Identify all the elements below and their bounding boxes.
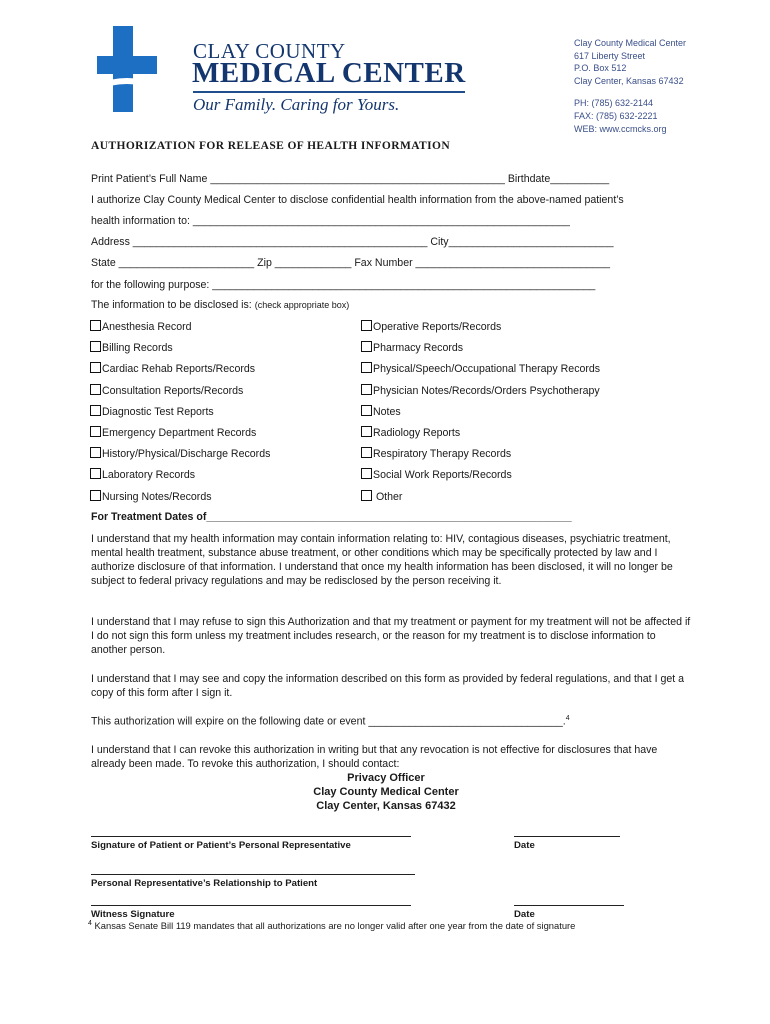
logo-tagline: Our Family. Caring for Yours.	[193, 95, 400, 114]
witness-signature-label: Witness Signature	[91, 909, 175, 920]
footnote-ref: 4	[565, 715, 570, 722]
disclosure-label-text: The information to be disclosed is:	[91, 299, 252, 311]
address-line: 617 Liberty Street	[574, 50, 646, 61]
address-line: Clay County Medical Center	[574, 38, 687, 48]
recipient-field[interactable]: health information to: ________________________________________________________________	[91, 215, 570, 227]
checkbox-icon[interactable]	[90, 490, 101, 501]
patient-name-field[interactable]: Print Patient’s Full Name __________________________________________________ Birthdate__________	[91, 173, 610, 185]
phone-line: PH: (785) 632-2144	[574, 98, 654, 109]
logo-cross-icon	[97, 26, 157, 112]
checkbox-icon[interactable]	[361, 447, 372, 458]
checkbox-physician-notes[interactable]	[361, 384, 600, 397]
paragraph-revoke: I understand that I can revoke this authorization in writing but that any revocation is not effective for disclosures that have already been made. To revoke this authorization, I should contact:	[91, 744, 658, 770]
checkbox-label: Respiratory Therapy Records	[373, 448, 512, 460]
checkbox-label: Other	[373, 491, 403, 503]
checkbox-pharmacy[interactable]	[361, 341, 463, 354]
contact-org: Clay County Medical Center	[313, 786, 459, 798]
contact-title: Privacy Officer	[347, 772, 425, 784]
checkbox-notes[interactable]	[361, 405, 401, 418]
purpose-field[interactable]: for the following purpose: _________________________________________________________________	[91, 279, 596, 291]
checkbox-icon[interactable]	[361, 362, 372, 373]
relationship-label: Personal Representative’s Relationship to Patient	[91, 878, 318, 889]
relationship-line[interactable]	[91, 874, 415, 875]
footnote-mark: 4	[88, 920, 92, 927]
address-line: P.O. Box 512	[574, 63, 627, 74]
checkbox-nursing-notes[interactable]	[90, 490, 212, 503]
disclosure-label	[91, 299, 349, 311]
checkbox-label: Laboratory Records	[102, 469, 196, 481]
checkbox-emergency-department[interactable]	[90, 426, 256, 439]
disclosure-hint: (check appropriate box)	[254, 300, 350, 310]
checkbox-consultation[interactable]	[90, 384, 243, 397]
contact-block	[91, 771, 681, 813]
checkbox-icon[interactable]	[90, 426, 101, 437]
checkbox-label: Physical/Speech/Occupational Therapy Records	[373, 363, 601, 375]
checkbox-icon[interactable]	[361, 341, 372, 352]
contact-city: Clay Center, Kansas 67432	[316, 800, 456, 812]
checkbox-social-work[interactable]	[361, 468, 512, 481]
checkbox-icon[interactable]	[361, 426, 372, 437]
expiration-field[interactable]	[91, 715, 570, 728]
checkbox-label: Emergency Department Records	[102, 427, 257, 439]
paragraph-copy-rights: I understand that I may see and copy the information described on this form as provided by federal regulations, and that I get a copy of this form after I sign it.	[91, 673, 685, 699]
paragraph-disclosure-content: I understand that my health information may contain information relating to: HIV, contagious diseases, psychiatric treatment, mental health treatment, substance abuse treatment, or other conditions which may be specifically protected by law and I authorize disclosure of that information. I understand that once my health information has been disclosed, it will no longer be subject to federal privacy regulations and may be redisclosed by the person receiving it.	[91, 533, 673, 587]
address-line: Clay Center, Kansas 67432	[574, 75, 684, 86]
checkbox-cardiac-rehab[interactable]	[90, 362, 255, 375]
checkbox-icon[interactable]	[361, 490, 372, 501]
checkbox-label: Physician Notes/Records/Orders Psychotherapy	[373, 385, 600, 397]
web-line: WEB: www.ccmcks.org	[574, 123, 667, 134]
patient-signature-label: Signature of Patient or Patient’s Personal Representative	[91, 840, 351, 851]
checkbox-radiology[interactable]	[361, 426, 460, 439]
date-label-1: Date	[514, 840, 535, 851]
checkbox-label: Radiology Reports	[373, 427, 461, 439]
checkbox-label: Notes	[373, 406, 401, 418]
checkbox-label: Cardiac Rehab Reports/Records	[102, 363, 256, 375]
checkbox-laboratory[interactable]	[90, 468, 195, 481]
checkbox-label: Social Work Reports/Records	[373, 469, 512, 481]
logo-line2: MEDICAL CENTER	[192, 57, 466, 89]
patient-signature-line[interactable]	[91, 836, 411, 837]
witness-signature-line[interactable]	[91, 905, 411, 906]
checkbox-icon[interactable]	[90, 320, 101, 331]
checkbox-label: Operative Reports/Records	[373, 321, 502, 333]
checkbox-icon[interactable]	[361, 384, 372, 395]
checkbox-label: Anesthesia Record	[102, 321, 192, 333]
checkbox-icon[interactable]	[361, 468, 372, 479]
checkbox-icon[interactable]	[90, 362, 101, 373]
checkbox-history-physical[interactable]	[90, 447, 270, 460]
checkbox-label: Pharmacy Records	[373, 342, 464, 354]
checkbox-therapy[interactable]	[361, 362, 600, 375]
checkbox-label: Consultation Reports/Records	[102, 385, 244, 397]
form-title: AUTHORIZATION FOR RELEASE OF HEALTH INFORMATION	[91, 140, 451, 152]
date-line-2[interactable]	[514, 905, 624, 906]
checkbox-operative-reports[interactable]	[361, 320, 501, 333]
checkbox-anesthesia-record[interactable]	[90, 320, 192, 333]
footnote-text: Kansas Senate Bill 119 mandates that all authorizations are no longer valid after one year from the date of signature	[94, 920, 576, 932]
expiration-text: This authorization will expire on the following date or event _________________________________.	[91, 715, 566, 728]
checkbox-other[interactable]	[361, 490, 402, 503]
checkbox-label: Nursing Notes/Records	[102, 491, 212, 503]
address-field[interactable]: Address __________________________________________________ City____________________________	[91, 236, 614, 248]
checkbox-label: History/Physical/Discharge Records	[102, 448, 271, 460]
treatment-dates-field[interactable]: For Treatment Dates of______________________________________________________________	[91, 511, 572, 523]
checkbox-icon[interactable]	[90, 405, 101, 416]
checkbox-diagnostic-test[interactable]	[90, 405, 214, 418]
checkbox-icon[interactable]	[90, 384, 101, 395]
checkbox-icon[interactable]	[90, 447, 101, 458]
logo-line1: CLAY COUNTY	[193, 39, 346, 63]
state-zip-fax-field[interactable]: State _______________________ Zip _____________ Fax Number _________________________________	[91, 257, 610, 269]
footnote	[88, 920, 575, 931]
checkbox-label: Diagnostic Test Reports	[102, 406, 214, 418]
authorize-statement: I authorize Clay County Medical Center to disclose confidential health information from the above-named patient’s	[91, 194, 624, 206]
checkbox-icon[interactable]	[90, 341, 101, 352]
date-line-1[interactable]	[514, 836, 620, 837]
checkbox-icon[interactable]	[361, 405, 372, 416]
address-block	[574, 37, 686, 135]
checkbox-respiratory[interactable]	[361, 447, 511, 460]
checkbox-icon[interactable]	[90, 468, 101, 479]
fax-line: FAX: (785) 632-2221	[574, 110, 658, 121]
date-label-2: Date	[514, 909, 535, 920]
checkbox-icon[interactable]	[361, 320, 372, 331]
checkbox-billing-records[interactable]	[90, 341, 173, 354]
paragraph-refuse-signing: I understand that I may refuse to sign this Authorization and that my treatment or payment for my treatment will not be affected if I do not sign this form unless my treatment includes research, or the reason for my treatment is to disclose information to another person.	[91, 616, 691, 656]
logo-divider	[193, 91, 465, 93]
checkbox-label: Billing Records	[102, 342, 173, 354]
